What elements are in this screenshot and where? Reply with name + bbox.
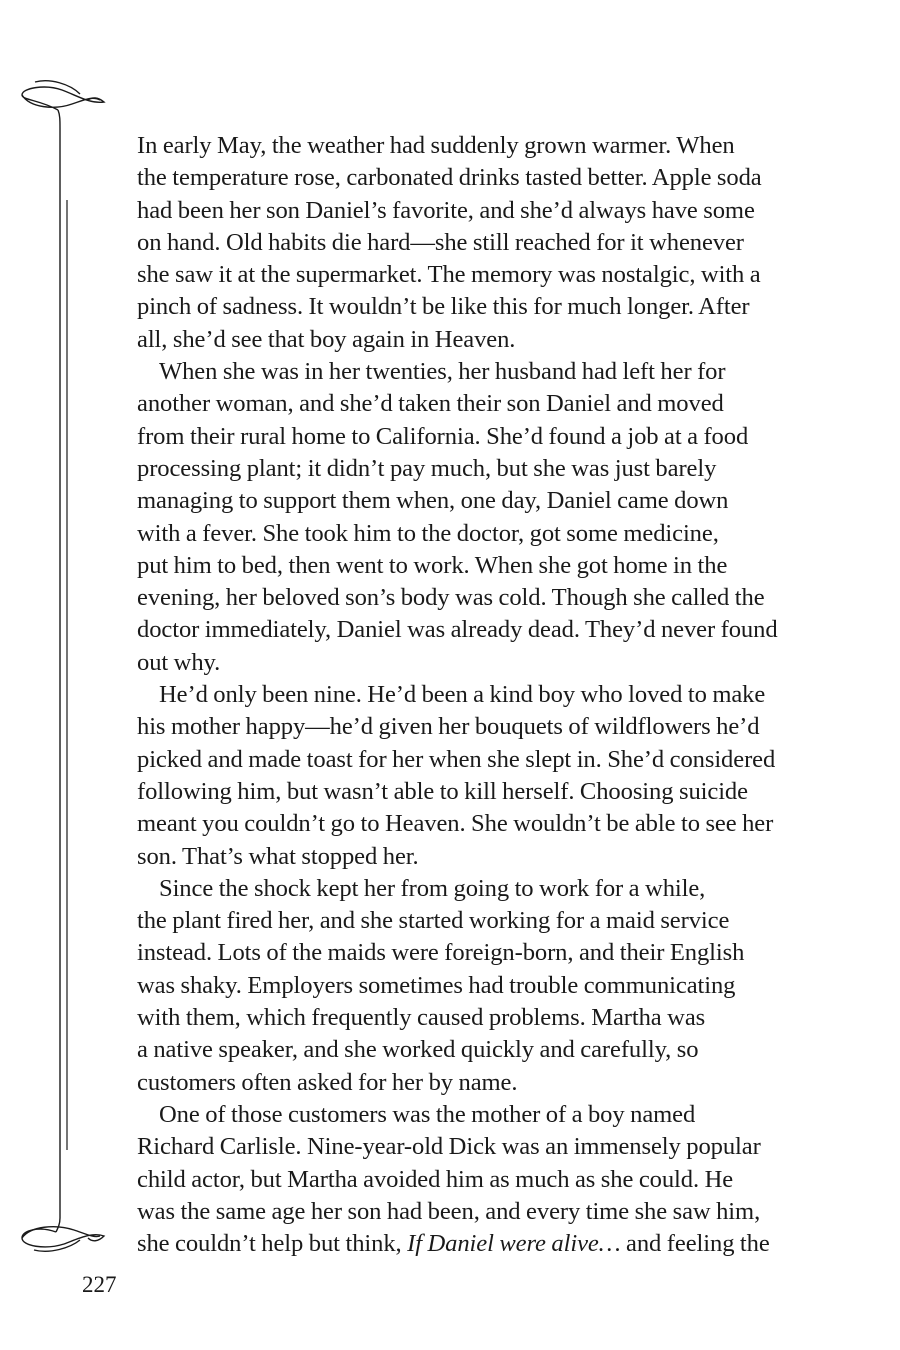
text-line-with-italic xyxy=(137,1228,827,1260)
paragraph-1 xyxy=(137,130,827,356)
text-line: was the same age her son had been, and every time she saw him, xyxy=(137,1197,761,1225)
text-line: out why. xyxy=(137,648,221,676)
text-line: He’d only been nine. He’d been a kind boy who loved to make xyxy=(159,681,766,709)
text-line: another woman, and she’d taken their son Daniel and moved xyxy=(137,390,724,418)
page-number: 227 xyxy=(82,1272,117,1297)
text-line: evening, her beloved son’s body was cold. Though she called the xyxy=(137,584,765,612)
text-line: following him, but wasn’t able to kill herself. Choosing suicide xyxy=(137,777,748,805)
text-line: child actor, but Martha avoided him as much as she could. He xyxy=(137,1165,734,1193)
paragraph-5 xyxy=(137,1099,827,1260)
text-run: and feeling the xyxy=(620,1230,770,1258)
paragraph-3 xyxy=(137,679,827,873)
text-line: his mother happy—he’d given her bouquets of wildflowers he’d xyxy=(137,713,760,741)
text-line: put him to bed, then went to work. When she got home in the xyxy=(137,551,728,579)
text-line: picked and made toast for her when she slept in. She’d considered xyxy=(137,745,776,773)
italic-thought: If Daniel were alive… xyxy=(407,1230,621,1258)
top-flourish-icon xyxy=(22,81,104,128)
text-line: had been her son Daniel’s favorite, and she’d always have some xyxy=(137,196,755,224)
text-line: customers often asked for her by name. xyxy=(137,1068,518,1096)
text-line: son. That’s what stopped her. xyxy=(137,842,419,870)
flourish-border-ornament xyxy=(0,0,140,1350)
text-line: processing plant; it didn’t pay much, but she was just barely xyxy=(137,454,717,482)
text-line: was shaky. Employers sometimes had trouble communicating xyxy=(137,971,736,999)
text-line: from their rural home to California. She’d found a job at a food xyxy=(137,422,749,450)
body-text xyxy=(137,130,827,1260)
bottom-flourish-icon xyxy=(22,1218,104,1251)
text-line: the temperature rose, carbonated drinks tasted better. Apple soda xyxy=(137,164,762,192)
text-line: a native speaker, and she worked quickly and carefully, so xyxy=(137,1036,699,1064)
text-line: with them, which frequently caused problems. Martha was xyxy=(137,1004,706,1032)
text-line: all, she’d see that boy again in Heaven. xyxy=(137,325,516,353)
text-line: she saw it at the supermarket. The memory was nostalgic, with a xyxy=(137,261,761,289)
text-line: One of those customers was the mother of a boy named xyxy=(159,1100,696,1128)
text-run: she couldn’t help but think, xyxy=(137,1230,408,1258)
text-line: When she was in her twenties, her husband had left her for xyxy=(159,358,726,386)
text-line: managing to support them when, one day, Daniel came down xyxy=(137,487,729,515)
text-line: instead. Lots of the maids were foreign-born, and their English xyxy=(137,939,745,967)
text-line: Since the shock kept her from going to work for a while, xyxy=(159,874,706,902)
text-line: Richard Carlisle. Nine-year-old Dick was an immensely popular xyxy=(137,1133,761,1161)
paragraph-2 xyxy=(137,356,827,679)
text-line: doctor immediately, Daniel was already dead. They’d never found xyxy=(137,616,778,644)
paragraph-4 xyxy=(137,873,827,1099)
text-line: meant you couldn’t go to Heaven. She wouldn’t be able to see her xyxy=(137,810,774,838)
text-line: on hand. Old habits die hard—she still reached for it whenever xyxy=(137,228,744,256)
text-line: pinch of sadness. It wouldn’t be like this for much longer. After xyxy=(137,293,750,321)
text-line: the plant fired her, and she started working for a maid service xyxy=(137,907,730,935)
text-line: with a fever. She took him to the doctor, got some medicine, xyxy=(137,519,719,547)
text-line: In early May, the weather had suddenly grown warmer. When xyxy=(137,132,735,159)
